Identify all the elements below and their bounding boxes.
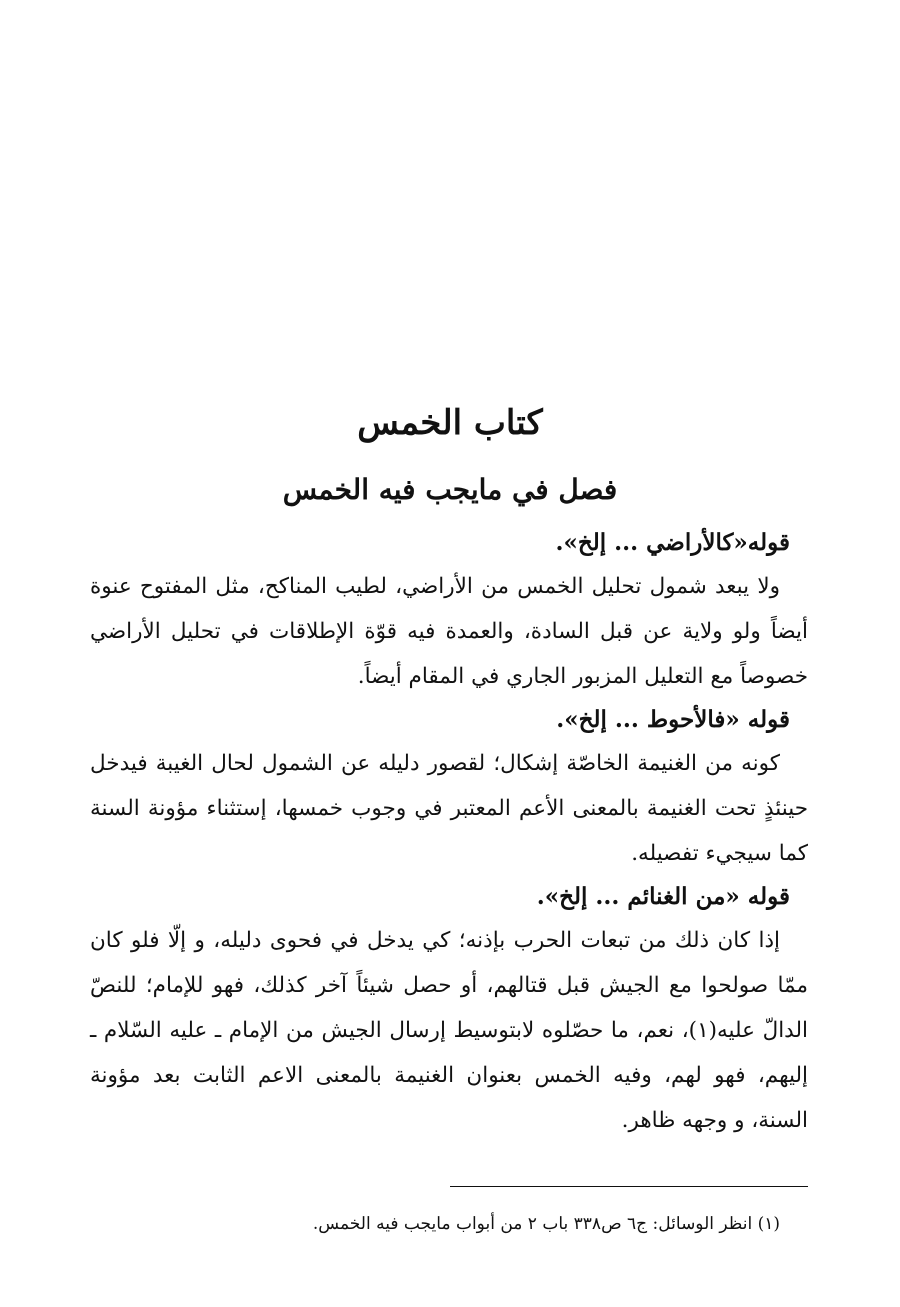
quote-heading: قوله «من الغنائم ... إلخ».: [536, 883, 790, 910]
paragraph: ولا يبعد شمول تحليل الخمس من الأراضي، لطيب المناكح، مثل المفتوح عنوة أيضاً ولو ولاية عن قبل السادة، والعمدة فيه قوّة الإطلاقات في تحليل الأراضي خصوصاً مع التعليل المزبور الجاري في المقام أيضاً.: [90, 574, 808, 689]
section-title: فصل في مايجب فيه الخمس: [282, 473, 618, 506]
footnote: (١) انظر الوسائل: ج٦ ص٣٣٨ باب ٢ من أبواب مايجب فيه الخمس.: [312, 1214, 780, 1234]
body-text: [90, 522, 808, 1143]
book-title: كتاب الخمس: [357, 403, 543, 443]
paragraph: كونه من الغنيمة الخاصّة إشكال؛ لقصور دليله عن الشمول لحال الغيبة فيدخل حينئذٍ تحت الغنيمة بالمعنى الأعم المعتبر في وجوب خمسها، إستثناء مؤونة السنة كما سيجيء تفصيله.: [90, 751, 808, 866]
footnote-separator: [450, 1186, 808, 1187]
quote-heading: قوله«كالأراضي ... إلخ».: [555, 529, 790, 556]
paragraph: إذا كان ذلك من تبعات الحرب بإذنه؛ كي يدخل في فحوى دليله، و إلّا فلو كان ممّا صولحوا مع الجيش قبل قتالهم، أو حصل شيئاً آخر كذلك، فهو للإمام؛ للنصّ الدالّ عليه(١)، نعم، ما حصّلوه لابتوسيط إرسال الجيش من الإمام ـ عليه السّلام ـ إليهم، فهو لهم، وفيه الخمس بعنوان الغنيمة بالمعنى الاعم الثابت بعد مؤونة السنة، و وجهه ظاهر.: [90, 928, 808, 1133]
quote-heading: قوله «فالأحوط ... إلخ».: [556, 706, 790, 733]
